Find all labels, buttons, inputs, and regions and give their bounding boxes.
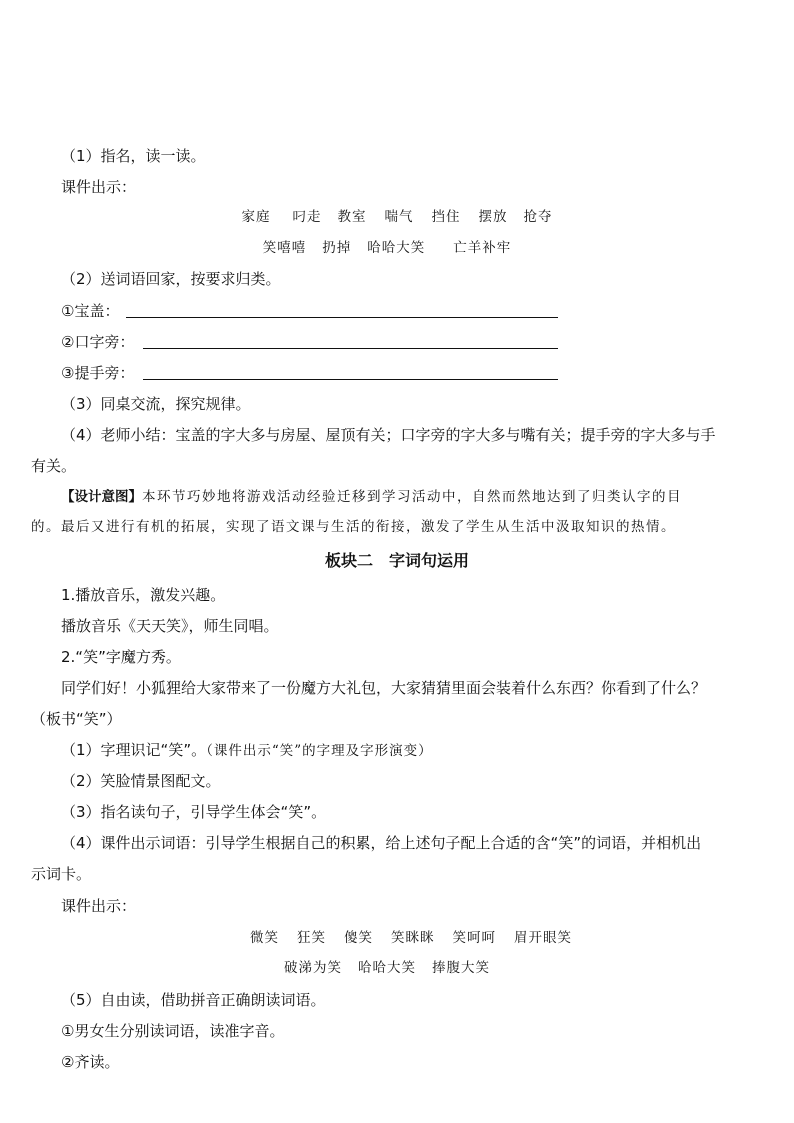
fill-label-tishoupang: ③提手旁： [61, 364, 135, 382]
word: 笑眯眯 [391, 930, 435, 946]
word: 笑嘻嘻 [262, 240, 307, 256]
paragraph: （5）自由读，借助拼音正确朗读词语。 [61, 991, 326, 1009]
word-list-3 [14, 928, 794, 948]
fill-blank-line [143, 348, 558, 349]
design-intent: 【设计意图】本环节巧妙地将游戏活动经验迁移到学习活动中，自然而然地达到了归类认字的目 [61, 489, 682, 505]
design-intent-label: 【设计意图】 [61, 489, 142, 505]
paragraph: （3）同桌交流，探究规律。 [61, 395, 251, 413]
paragraph: ①男女生分别读词语，读准字音。 [61, 1022, 285, 1040]
word: 哈哈大笑 [358, 960, 416, 976]
paragraph: ②齐读。 [61, 1053, 120, 1071]
fill-label-baogai: ①宝盖： [61, 302, 120, 320]
word: 摆放 [478, 209, 508, 225]
word-list-1 [0, 207, 794, 227]
fill-blank-line [143, 379, 558, 380]
word: 笑呵呵 [452, 930, 496, 946]
paragraph: （2）送词语回家，按要求归类。 [61, 270, 281, 288]
paragraph: （3）指名读句子，引导学生体会“笑”。 [61, 803, 327, 821]
word: 狂笑 [297, 930, 326, 946]
paragraph: 示词卡。 [31, 865, 92, 883]
word: 捧腹大笑 [432, 960, 490, 976]
section-title: 板块二 字词句运用 [324, 551, 469, 570]
paragraph: （1）字理识记“笑”。（课件出示“笑”的字理及字形演变） [61, 741, 433, 759]
paragraph: 同学们好！小狐狸给大家带来了一份魔方大礼包，大家猜猜里面会装着什么东西？你看到了什么？ [61, 679, 707, 697]
word-list-4 [0, 958, 784, 978]
word-list-2 [0, 238, 784, 258]
paragraph: 1.播放音乐，激发兴趣。 [61, 586, 226, 604]
paragraph: 有关。 [31, 457, 77, 475]
paragraph: 2.“笑”字魔方秀。 [61, 648, 181, 666]
paragraph: （2）笑脸情景图配文。 [61, 772, 221, 790]
paragraph: （1）指名，读一读。 [61, 147, 206, 165]
paragraph: 课件出示： [61, 897, 137, 915]
fill-blank-line [126, 317, 558, 318]
word: 喘气 [384, 209, 414, 225]
word: 挡住 [431, 209, 461, 225]
fill-label-kouzipang: ②口字旁： [61, 333, 135, 351]
word: 家庭 [241, 209, 271, 225]
word: 哈哈大笑 [367, 240, 426, 256]
paragraph: 课件出示： [61, 178, 137, 196]
paragraph: （4）老师小结：宝盖的字大多与房屋、屋顶有关；口字旁的字大多与嘴有关；提手旁的字大多与手 [61, 426, 716, 444]
design-intent-cont: 的。最后又进行有机的拓展，实现了语文课与生活的衔接，激发了学生从生活中汲取知识的热情。 [31, 519, 676, 535]
word: 亡羊补牢 [453, 240, 512, 256]
paragraph: 播放音乐《天天笑》，师生同唱。 [61, 617, 279, 635]
paragraph: （板书“笑”） [31, 710, 122, 728]
word: 傻笑 [344, 930, 373, 946]
word: 破涕为笑 [284, 960, 342, 976]
word: 教室 [337, 209, 367, 225]
word: 眉开眼笑 [514, 930, 572, 946]
word: 叼走 [292, 209, 322, 225]
word: 抢夺 [523, 209, 553, 225]
paragraph: （4）课件出示词语：引导学生根据自己的积累，给上述句子配上合适的含“笑”的词语，并相机出 [61, 834, 702, 852]
word: 微笑 [250, 930, 279, 946]
word: 扔掉 [322, 240, 352, 256]
